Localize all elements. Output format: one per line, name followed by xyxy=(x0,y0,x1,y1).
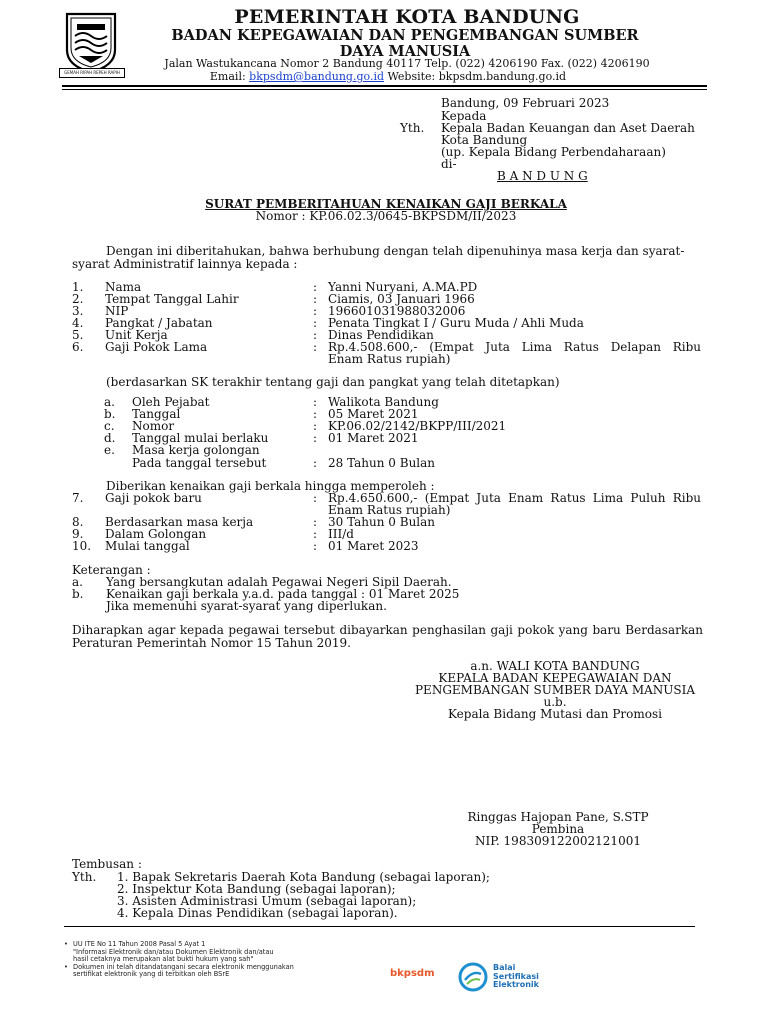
footer-rule xyxy=(64,926,695,927)
letterhead-rule-thin xyxy=(62,89,707,90)
list-item: 2. Inspektur Kota Bandung (sebagai laporan); xyxy=(117,882,396,896)
addressee-line1: Kepala Badan Keuangan dan Aset Daerah xyxy=(441,121,695,135)
list-item: 7. Gaji pokok baru : Rp.4.650.600,- (Empat Juta Enam Ratus Lima Puluh Ribu xyxy=(72,491,701,505)
signature-an: a.n. WALI KOTA BANDUNG xyxy=(470,659,640,673)
list-item: 6. Gaji Pokok Lama : Rp.4.508.600,- (Empat Juta Lima Ratus Delapan Ribu xyxy=(72,340,701,354)
signature-office1: KEPALA BADAN KEPEGAWAIAN DAN xyxy=(438,671,672,685)
tembusan-heading: Tembusan : xyxy=(72,857,142,871)
list-item: 10. Mulai tanggal : 01 Maret 2023 xyxy=(72,539,419,553)
list-item: 1. Nama : Yanni Nuryani, A.MA.PD xyxy=(72,280,478,294)
new-salary-note: Diberikan kenaikan gaji berkala hingga memperoleh : xyxy=(106,479,435,493)
bsre-emblem-icon xyxy=(458,962,488,992)
list-item: e. Masa kerja golongan xyxy=(104,443,260,457)
letter-number: Nomor : KP.06.02.3/0645-BKPSDM/II/2023 xyxy=(255,209,517,223)
list-item: 1. Bapak Sekretaris Daerah Kota Bandung (sebagai laporan); xyxy=(117,870,490,884)
bsre-wordmark: Balai Sertifikasi Elektronik xyxy=(493,963,539,989)
footer-note-uu-ite: • UU ITE No 11 Tahun 2008 Pasal 5 Ayat 1 "Informasi Elektronik dan/atau Dokumen Elektronik dan/atau hasil cetaknya merupakan alat bukti hukum yang sah" xyxy=(64,941,294,964)
addressee-yth: Yth. xyxy=(400,121,425,135)
list-item-continuation: Enam Ratus rupiah) xyxy=(328,503,451,517)
list-item: 2. Tempat Tanggal Lahir : Ciamis, 03 Januari 1966 xyxy=(72,292,475,306)
keterangan-heading: Keterangan : xyxy=(72,563,151,577)
list-item: b. Tanggal : 05 Maret 2021 xyxy=(104,407,419,421)
signatory-name: Ringgas Hajopan Pane, S.STP xyxy=(467,810,649,824)
letterhead-agency-line1: BADAN KEPEGAWAIAN DAN PENGEMBANGAN SUMBER xyxy=(171,27,639,44)
intro-line1: Dengan ini diberitahukan, bahwa berhubung dengan telah dipenuhinya masa kerja dan syarat- xyxy=(106,244,685,258)
addressee-line2: Kota Bandung xyxy=(441,133,528,147)
sk-note: (berdasarkan SK terakhir tentang gaji dan pangkat yang telah ditetapkan) xyxy=(106,375,560,389)
addressee-city: B A N D U N G xyxy=(497,169,588,183)
list-item: d. Tanggal mulai berlaku : 01 Maret 2021 xyxy=(104,431,419,445)
signature-division: Kepala Bidang Mutasi dan Promosi xyxy=(448,707,662,721)
intro-line2: syarat Administratif lainnya kepada : xyxy=(72,257,298,271)
bsre-logo xyxy=(458,962,548,992)
bkpsdm-logo: bkpsdm xyxy=(390,968,435,979)
signatory-nip: NIP. 198309122002121001 xyxy=(475,834,641,848)
letterhead-rule-thick xyxy=(62,85,707,87)
closing-line2: Peraturan Pemerintah Nomor 15 Tahun 2019. xyxy=(72,636,351,650)
letterhead-agency-line2: DAYA MANUSIA xyxy=(339,43,471,60)
tembusan-list xyxy=(117,871,490,919)
keterangan-a-num: a. xyxy=(72,575,83,589)
list-item: 9. Dalam Golongan : III/d xyxy=(72,527,354,541)
signatory-block xyxy=(400,811,716,847)
addressee-di: di- xyxy=(441,157,457,171)
letterhead-contact xyxy=(0,71,768,83)
signatory-rank: Pembina xyxy=(531,822,585,836)
letter-date: Bandung, 09 Februari 2023 xyxy=(441,96,610,110)
tembusan-yth: Yth. xyxy=(72,870,97,884)
email-link[interactable]: bkpsdm@bandung.go.id xyxy=(249,70,384,83)
letter-title: SURAT PEMBERITAHUAN KENAIKAN GAJI BERKALA xyxy=(205,197,567,211)
letterhead-title: PEMERINTAH KOTA BANDUNG xyxy=(234,6,580,28)
addressee-kepada: Kepada xyxy=(441,109,487,123)
list-item: a. Oleh Pejabat : Walikota Bandung xyxy=(104,395,439,409)
seal-motto-ribbon: GEMAH RIPAH REPEH RAPIH xyxy=(59,68,125,78)
list-item: 5. Unit Kerja : Dinas Pendidikan xyxy=(72,328,434,342)
list-item: 4. Pangkat / Jabatan : Penata Tingkat I / Guru Muda / Ahli Muda xyxy=(72,316,584,330)
signature-office2: PENGEMBANGAN SUMBER DAYA MANUSIA xyxy=(414,683,696,697)
signature-block xyxy=(400,660,710,720)
signature-ub: u.b. xyxy=(543,695,567,709)
addressee-line3: (up. Kepala Bidang Perbendaharaan) xyxy=(441,145,666,159)
website-text: Website: bkpsdm.bandung.go.id xyxy=(387,70,567,83)
list-item: 4. Kepala Dinas Pendidikan (sebagai laporan). xyxy=(117,906,398,920)
keterangan-b: Kenaikan gaji berkala y.a.d. pada tanggal : 01 Maret 2025 xyxy=(106,587,460,601)
list-item: 3. NIP : 196601031988032006 xyxy=(72,304,466,318)
keterangan-a: Yang bersangkutan adalah Pegawai Negeri Sipil Daerah. xyxy=(106,575,452,589)
keterangan-b-num: b. xyxy=(72,587,84,601)
footer-legal-notes xyxy=(64,941,294,979)
list-item: c. Nomor : KP.06.02/2142/BKPP/III/2021 xyxy=(104,419,507,433)
letterhead-address: Jalan Wastukancana Nomor 2 Bandung 40117 Telp. (022) 4206190 Fax. (022) 4206190 xyxy=(164,57,650,70)
email-label: Email: xyxy=(209,70,246,83)
closing-line1: Diharapkan agar kepada pegawai tersebut dibayarkan penghasilan gaji pokok yang baru Berdasarkan xyxy=(72,623,703,637)
footer-note-bsre: • Dokumen ini telah ditandatangani secara elektronik menggunakan sertifikat elektronik yang di terbitkan oleh BSrE xyxy=(64,964,294,979)
keterangan-b2: Jika memenuhi syarat-syarat yang diperlukan. xyxy=(106,599,387,613)
list-item-continuation: Enam Ratus rupiah) xyxy=(328,352,451,366)
list-item: 8. Berdasarkan masa kerja : 30 Tahun 0 Bulan xyxy=(72,515,436,529)
list-item: 3. Asisten Administrasi Umum (sebagai laporan); xyxy=(117,894,417,908)
list-item-continuation: Pada tanggal tersebut : 28 Tahun 0 Bulan xyxy=(132,456,436,470)
